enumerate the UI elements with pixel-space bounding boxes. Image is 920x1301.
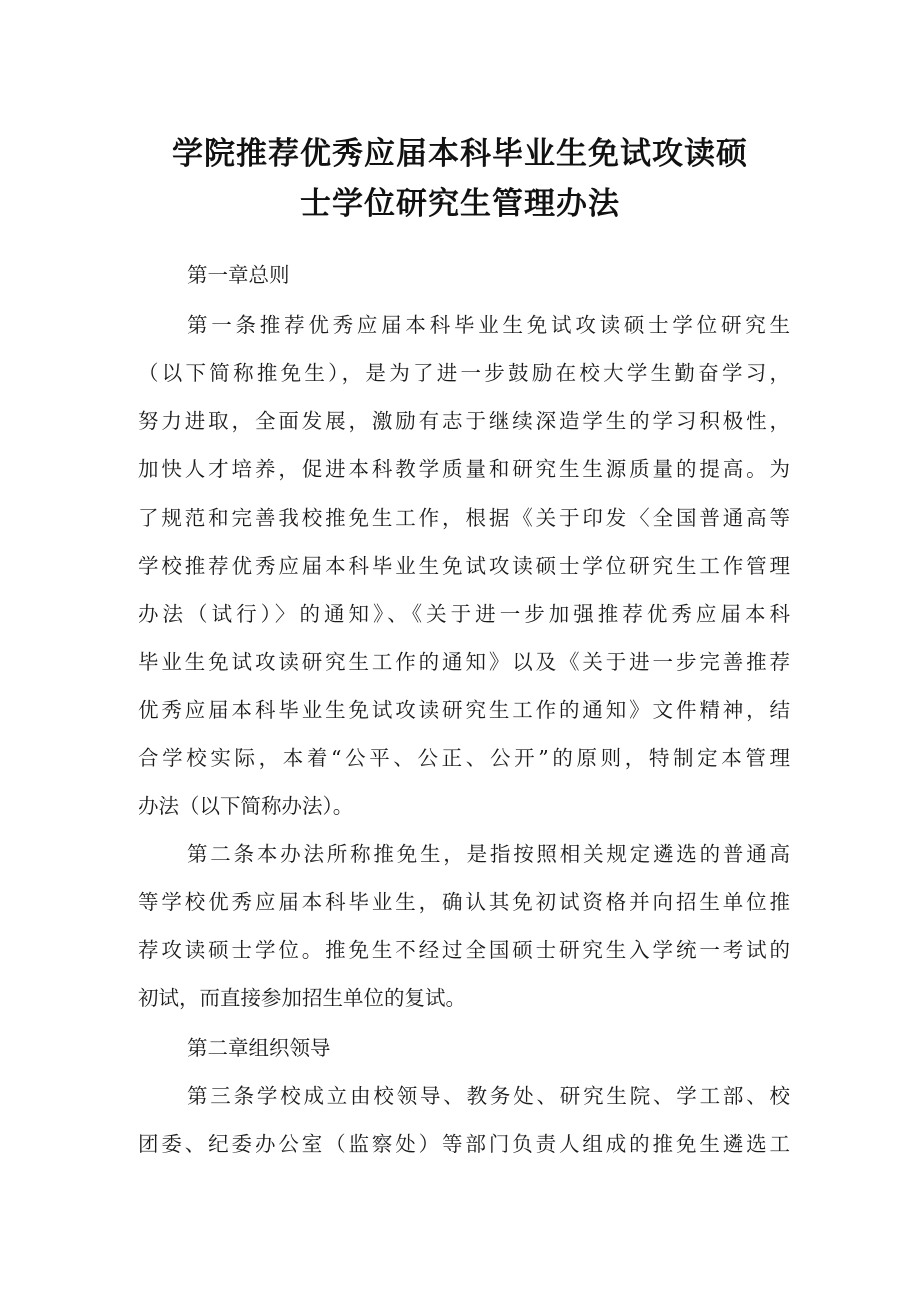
article-1-line-1: 第一条推荐优秀应届本科毕业生免试攻读硕士学位研究生: [187, 313, 790, 337]
chapter-heading-1: 第一章总则: [187, 263, 290, 287]
article-2-line-2: 等学校优秀应届本科毕业生，确认其免初试资格并向招生单位推: [138, 890, 790, 914]
chapter-heading-2: 第二章组织领导: [187, 1036, 331, 1060]
article-2-line-4: 初试，而直接参加招生单位的复试。: [138, 986, 466, 1010]
article-1-line-11: 办法（以下简称办法）。: [138, 794, 354, 818]
article-1-line-5: 了规范和完善我校推免生工作，根据《关于印发〈全国普通高等: [138, 506, 790, 530]
article-1-line-6: 学校推荐优秀应届本科毕业生免试攻读硕士学位研究生工作管理: [138, 554, 790, 578]
article-1-line-4: 加快人才培养，促进本科教学质量和研究生生源质量的提高。为: [138, 457, 790, 481]
article-3-line-2: 团委、纪委办公室（监察处）等部门负责人组成的推免生遴选工: [138, 1132, 790, 1156]
article-3-line-1: 第三条学校成立由校领导、教务处、研究生院、学工部、校: [187, 1084, 790, 1108]
article-1-line-7: 办法（试行）〉的通知》、《关于进一步加强推荐优秀应届本科: [138, 602, 790, 626]
article-1-line-8: 毕业生免试攻读研究生工作的通知》以及《关于进一步完善推荐: [138, 650, 790, 674]
article-1-line-3: 努力进取，全面发展，激励有志于继续深造学生的学习积极性，: [138, 409, 790, 433]
article-1-line-9: 优秀应届本科毕业生免试攻读研究生工作的通知》文件精神，结: [138, 698, 790, 722]
article-2-line-3: 荐攻读硕士学位。推免生不经过全国硕士研究生入学统一考试的: [138, 938, 790, 962]
article-1-line-2: （以下简称推免生），是为了进一步鼓励在校大学生勤奋学习，: [138, 361, 790, 385]
article-2-line-1: 第二条本办法所称推免生，是指按照相关规定遴选的普通高: [187, 842, 790, 866]
document-title-line-1: 学院推荐优秀应届本科毕业生免试攻读硕: [172, 136, 748, 172]
document-title-line-2: 士学位研究生管理办法: [300, 186, 620, 222]
article-1-line-10: 合学校实际，本着“公平、公正、公开”的原则，特制定本管理: [138, 746, 790, 770]
